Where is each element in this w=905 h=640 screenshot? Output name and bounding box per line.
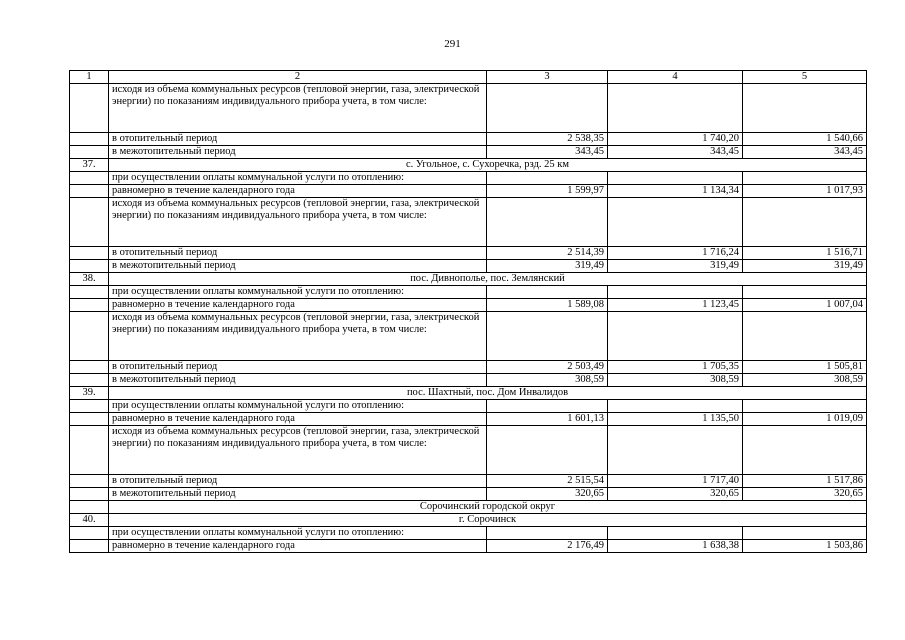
empty-cell [70, 286, 109, 299]
table-row [70, 426, 867, 475]
row-description: равномерно в течение календарного года [109, 413, 487, 426]
value-col-4: 1 638,38 [608, 540, 743, 553]
table-row [70, 133, 867, 146]
value-col-4: 1 740,20 [608, 133, 743, 146]
row-index: 38. [70, 273, 109, 286]
locality-row [70, 514, 867, 527]
table-row [70, 540, 867, 553]
row-description: при осуществлении оплаты коммунальной услуги по отоплению: [109, 400, 487, 413]
empty-cell [70, 133, 109, 146]
value-col-5: 319,49 [743, 260, 867, 273]
value-col-3 [487, 286, 608, 299]
value-col-3: 320,65 [487, 488, 608, 501]
value-col-4: 320,65 [608, 488, 743, 501]
value-col-4 [608, 172, 743, 185]
value-col-5 [743, 400, 867, 413]
empty-cell [70, 312, 109, 361]
locality-row [70, 159, 867, 172]
row-description: исходя из объема коммунальных ресурсов (тепловой энергии, газа, электрической энергии) по показаниям индивидуального прибора учета, в том числе: [109, 426, 487, 475]
value-col-4 [608, 198, 743, 247]
table-row [70, 488, 867, 501]
value-col-4: 343,45 [608, 146, 743, 159]
value-col-4: 1 716,24 [608, 247, 743, 260]
value-col-3: 2 538,35 [487, 133, 608, 146]
value-col-3 [487, 172, 608, 185]
value-col-3: 343,45 [487, 146, 608, 159]
value-col-3 [487, 527, 608, 540]
value-col-5: 308,59 [743, 374, 867, 387]
value-col-3 [487, 426, 608, 475]
row-description: в отопительный период [109, 247, 487, 260]
value-col-3: 2 515,54 [487, 475, 608, 488]
locality-row [70, 273, 867, 286]
column-header-2: 2 [109, 71, 487, 84]
tariff-table [69, 70, 867, 553]
row-index: 40. [70, 514, 109, 527]
value-col-4 [608, 527, 743, 540]
value-col-5: 1 503,86 [743, 540, 867, 553]
value-col-5 [743, 527, 867, 540]
empty-cell [70, 400, 109, 413]
value-col-5 [743, 286, 867, 299]
table-row [70, 247, 867, 260]
value-col-5 [743, 198, 867, 247]
empty-cell [70, 426, 109, 475]
empty-cell [70, 299, 109, 312]
value-col-3 [487, 400, 608, 413]
empty-cell [70, 501, 109, 514]
value-col-4: 1 705,35 [608, 361, 743, 374]
value-col-5 [743, 426, 867, 475]
value-col-4: 1 134,34 [608, 185, 743, 198]
value-col-5: 1 540,66 [743, 133, 867, 146]
row-description: в межотопительный период [109, 488, 487, 501]
row-description: исходя из объема коммунальных ресурсов (тепловой энергии, газа, электрической энергии) по показаниям индивидуального прибора учета, в том числе: [109, 312, 487, 361]
table-row [70, 84, 867, 133]
row-description: исходя из объема коммунальных ресурсов (тепловой энергии, газа, электрической энергии) по показаниям индивидуального прибора учета, в том числе: [109, 84, 487, 133]
value-col-5 [743, 84, 867, 133]
table-row [70, 475, 867, 488]
value-col-5: 1 517,86 [743, 475, 867, 488]
empty-cell [70, 84, 109, 133]
row-description: в межотопительный период [109, 374, 487, 387]
locality-name: г. Сорочинск [109, 514, 867, 527]
table-row [70, 312, 867, 361]
empty-cell [70, 146, 109, 159]
row-index: 37. [70, 159, 109, 172]
value-col-3: 319,49 [487, 260, 608, 273]
value-col-4: 1 135,50 [608, 413, 743, 426]
value-col-4 [608, 312, 743, 361]
table-row [70, 374, 867, 387]
value-col-3 [487, 84, 608, 133]
district-name: Сорочинский городской округ [109, 501, 867, 514]
column-header-1: 1 [70, 71, 109, 84]
empty-cell [70, 374, 109, 387]
row-description: равномерно в течение календарного года [109, 185, 487, 198]
locality-name: пос. Дивнополье, пос. Землянский [109, 273, 867, 286]
table-row [70, 198, 867, 247]
value-col-4 [608, 400, 743, 413]
value-col-5: 1 019,09 [743, 413, 867, 426]
row-description: в межотопительный период [109, 260, 487, 273]
table-row [70, 260, 867, 273]
value-col-3 [487, 312, 608, 361]
table-row [70, 172, 867, 185]
column-header-5: 5 [743, 71, 867, 84]
value-col-5 [743, 172, 867, 185]
row-description: при осуществлении оплаты коммунальной услуги по отоплению: [109, 286, 487, 299]
empty-cell [70, 185, 109, 198]
value-col-4 [608, 286, 743, 299]
row-description: равномерно в течение календарного года [109, 299, 487, 312]
empty-cell [70, 172, 109, 185]
value-col-5: 1 007,04 [743, 299, 867, 312]
table-row [70, 527, 867, 540]
table-row [70, 361, 867, 374]
table-row [70, 400, 867, 413]
empty-cell [70, 475, 109, 488]
value-col-3: 308,59 [487, 374, 608, 387]
value-col-3: 1 589,08 [487, 299, 608, 312]
table-body [70, 84, 867, 553]
value-col-5: 343,45 [743, 146, 867, 159]
locality-name: с. Угольное, с. Сухоречка, рзд. 25 км [109, 159, 867, 172]
empty-cell [70, 247, 109, 260]
row-description: при осуществлении оплаты коммунальной услуги по отоплению: [109, 527, 487, 540]
value-col-4: 1 123,45 [608, 299, 743, 312]
table-row [70, 299, 867, 312]
value-col-3: 2 503,49 [487, 361, 608, 374]
value-col-3: 1 599,97 [487, 185, 608, 198]
empty-cell [70, 540, 109, 553]
row-description: при осуществлении оплаты коммунальной услуги по отоплению: [109, 172, 487, 185]
table-row [70, 185, 867, 198]
value-col-5: 1 516,71 [743, 247, 867, 260]
table-row [70, 146, 867, 159]
value-col-5 [743, 312, 867, 361]
row-description: в межотопительный период [109, 146, 487, 159]
empty-cell [70, 527, 109, 540]
locality-row [70, 387, 867, 400]
table-row [70, 286, 867, 299]
value-col-3: 2 514,39 [487, 247, 608, 260]
district-row [70, 501, 867, 514]
row-description: в отопительный период [109, 475, 487, 488]
row-description: исходя из объема коммунальных ресурсов (тепловой энергии, газа, электрической энергии) по показаниям индивидуального прибора учета, в том числе: [109, 198, 487, 247]
locality-name: пос. Шахтный, пос. Дом Инвалидов [109, 387, 867, 400]
column-header-4: 4 [608, 71, 743, 84]
header-row [70, 71, 867, 84]
value-col-4: 308,59 [608, 374, 743, 387]
value-col-3: 2 176,49 [487, 540, 608, 553]
row-index: 39. [70, 387, 109, 400]
value-col-4: 319,49 [608, 260, 743, 273]
value-col-5: 320,65 [743, 488, 867, 501]
empty-cell [70, 488, 109, 501]
value-col-4 [608, 426, 743, 475]
page-number: 291 [444, 38, 461, 50]
row-description: равномерно в течение календарного года [109, 540, 487, 553]
empty-cell [70, 260, 109, 273]
column-header-3: 3 [487, 71, 608, 84]
table-row [70, 413, 867, 426]
value-col-5: 1 017,93 [743, 185, 867, 198]
value-col-5: 1 505,81 [743, 361, 867, 374]
value-col-3 [487, 198, 608, 247]
value-col-4: 1 717,40 [608, 475, 743, 488]
value-col-4 [608, 84, 743, 133]
value-col-3: 1 601,13 [487, 413, 608, 426]
empty-cell [70, 198, 109, 247]
empty-cell [70, 361, 109, 374]
empty-cell [70, 413, 109, 426]
row-description: в отопительный период [109, 133, 487, 146]
row-description: в отопительный период [109, 361, 487, 374]
